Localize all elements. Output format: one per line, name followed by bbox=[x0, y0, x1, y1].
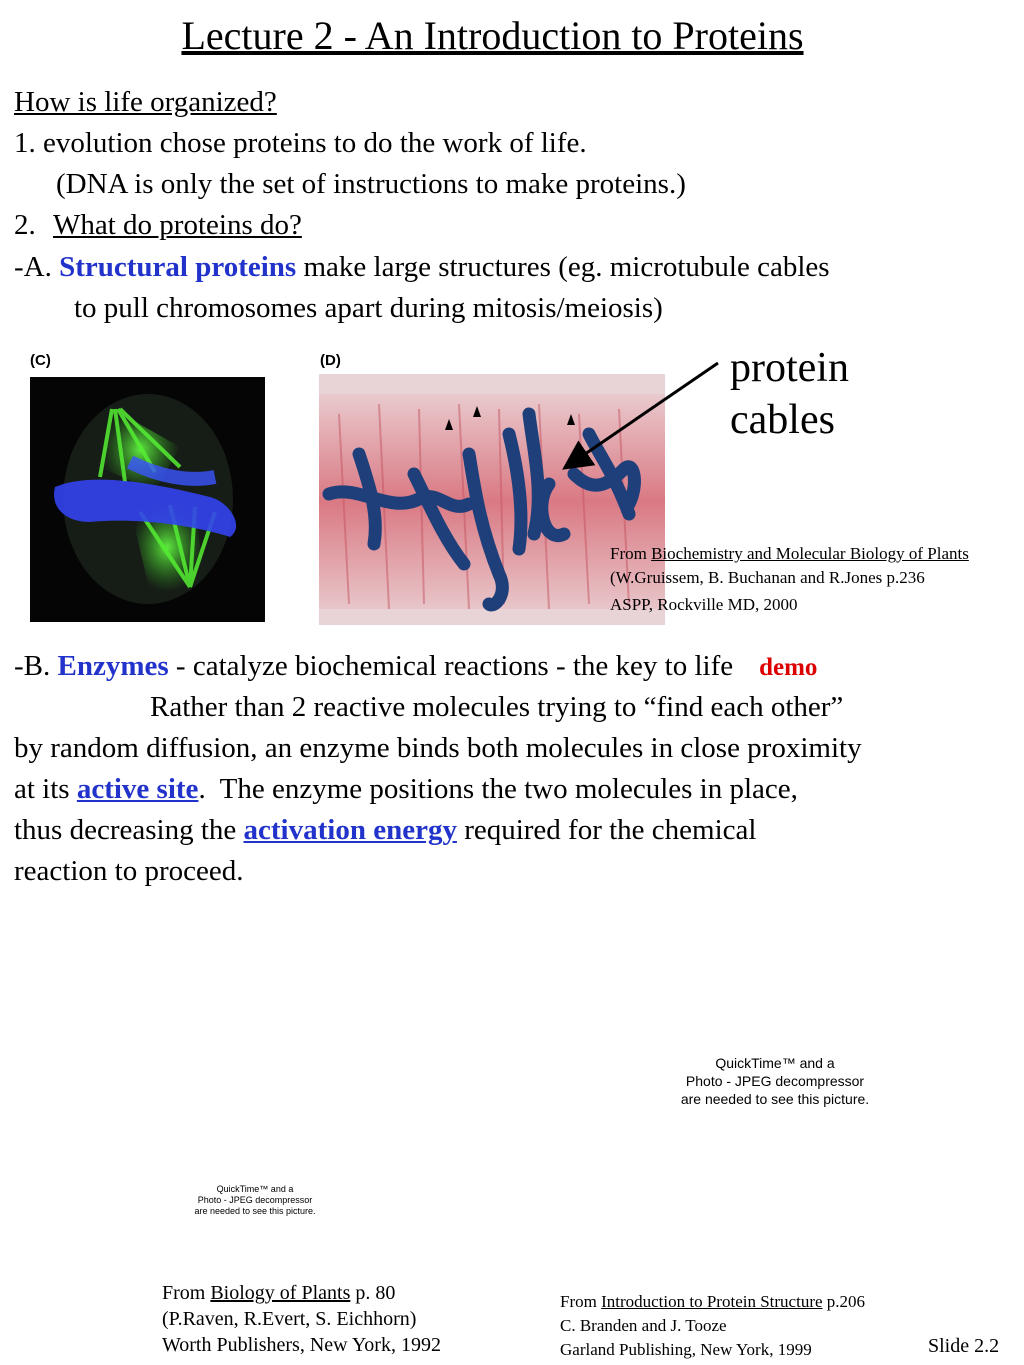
part-b-line1 bbox=[14, 648, 817, 686]
citation-left-book: Biology of Plants bbox=[210, 1282, 351, 1304]
structural-proteins-term: Structural proteins bbox=[59, 251, 297, 283]
citation-left-line3: Worth Publishers, New York, 1992 bbox=[162, 1334, 441, 1356]
line4-post: . The enzyme positions the two molecules in place, bbox=[198, 773, 798, 805]
citation-left-page: p. 80 bbox=[350, 1282, 396, 1304]
part-a-rest: make large structures (eg. microtubule cables bbox=[296, 251, 830, 283]
citation-right-line1 bbox=[560, 1290, 865, 1314]
line4-pre: at its bbox=[14, 773, 77, 805]
figure-c-spindle-image bbox=[30, 377, 265, 622]
section-heading: How is life organized? bbox=[14, 86, 277, 118]
part-b-rest: - catalyze biochemical reactions - the key to life bbox=[168, 650, 734, 682]
part-b-line5 bbox=[14, 812, 756, 848]
citation-right-book: Introduction to Protein Structure bbox=[601, 1292, 823, 1311]
figure-citation-line1 bbox=[610, 542, 969, 566]
callout-label bbox=[730, 342, 849, 446]
point-2-number: 2. bbox=[14, 209, 36, 241]
part-b-line3: by random diffusion, an enzyme binds both molecules in close proximity bbox=[14, 732, 862, 764]
spindle-illustration bbox=[30, 377, 265, 622]
part-a-line1 bbox=[14, 249, 830, 285]
callout-line-2: cables bbox=[730, 397, 835, 443]
point-1: 1. evolution chose proteins to do the work of life. bbox=[14, 127, 587, 159]
slide-number: Slide 2.2 bbox=[928, 1335, 1000, 1357]
figure-label-c: (C) bbox=[30, 352, 51, 369]
qt-small-line2: Photo - JPEG decompressor bbox=[197, 1195, 313, 1205]
figure-label-d: (D) bbox=[320, 352, 341, 369]
citation-right-line3: Garland Publishing, New York, 1999 bbox=[560, 1340, 812, 1359]
citation-left bbox=[162, 1280, 441, 1358]
line5-pre: thus decreasing the bbox=[14, 814, 244, 846]
part-a-line2: to pull chromosomes apart during mitosis/meiosis) bbox=[74, 292, 663, 324]
citation-left-line1 bbox=[162, 1280, 441, 1306]
figure-citation-line2: (W.Gruissem, B. Buchanan and R.Jones p.236 bbox=[610, 568, 925, 587]
enzymes-term: Enzymes bbox=[57, 650, 169, 682]
qt-small-line1: QuickTime™ and a bbox=[216, 1184, 294, 1194]
part-a-prefix: -A. bbox=[14, 251, 60, 283]
qt-small-line3: are needed to see this picture. bbox=[194, 1206, 316, 1216]
callout-arrow bbox=[560, 355, 730, 475]
citation-left-line2: (P.Raven, R.Evert, S. Eichhorn) bbox=[162, 1308, 417, 1330]
point-2 bbox=[14, 207, 302, 243]
point-1-note: (DNA is only the set of instructions to make proteins.) bbox=[56, 168, 686, 200]
callout-line-1: protein bbox=[730, 345, 849, 391]
activation-energy-link[interactable]: activation energy bbox=[243, 814, 457, 846]
point-2-text: What do proteins do? bbox=[53, 209, 302, 241]
citation-left-from: From bbox=[162, 1282, 211, 1304]
citation-book-title: Biochemistry and Molecular Biology of Plants bbox=[651, 544, 969, 563]
slide-title: Lecture 2 - An Introduction to Proteins bbox=[181, 13, 804, 58]
active-site-link[interactable]: active site bbox=[76, 773, 199, 805]
part-b-prefix: -B. bbox=[14, 650, 58, 682]
citation-right-line2: C. Branden and J. Tooze bbox=[560, 1316, 727, 1335]
qt-large-line2: Photo - JPEG decompressor bbox=[685, 1073, 865, 1089]
quicktime-placeholder-large bbox=[640, 1054, 910, 1108]
part-b-line4 bbox=[14, 771, 798, 807]
citation-from: From bbox=[610, 544, 652, 563]
part-b-line2: Rather than 2 reactive molecules trying to “find each other” bbox=[150, 691, 844, 723]
citation-right-page: p.206 bbox=[822, 1292, 866, 1311]
demo-link[interactable]: demo bbox=[759, 654, 818, 681]
quicktime-placeholder-small bbox=[175, 1184, 335, 1217]
citation-right-from: From bbox=[560, 1292, 602, 1311]
figure-citation-line3: ASPP, Rockville MD, 2000 bbox=[610, 595, 798, 614]
figure-citation bbox=[610, 542, 969, 617]
qt-large-line1: QuickTime™ and a bbox=[715, 1055, 835, 1071]
line5-post: required for the chemical bbox=[456, 814, 757, 846]
citation-right bbox=[560, 1290, 865, 1362]
part-b-line6: reaction to proceed. bbox=[14, 855, 244, 887]
qt-large-line3: are needed to see this picture. bbox=[680, 1091, 870, 1107]
